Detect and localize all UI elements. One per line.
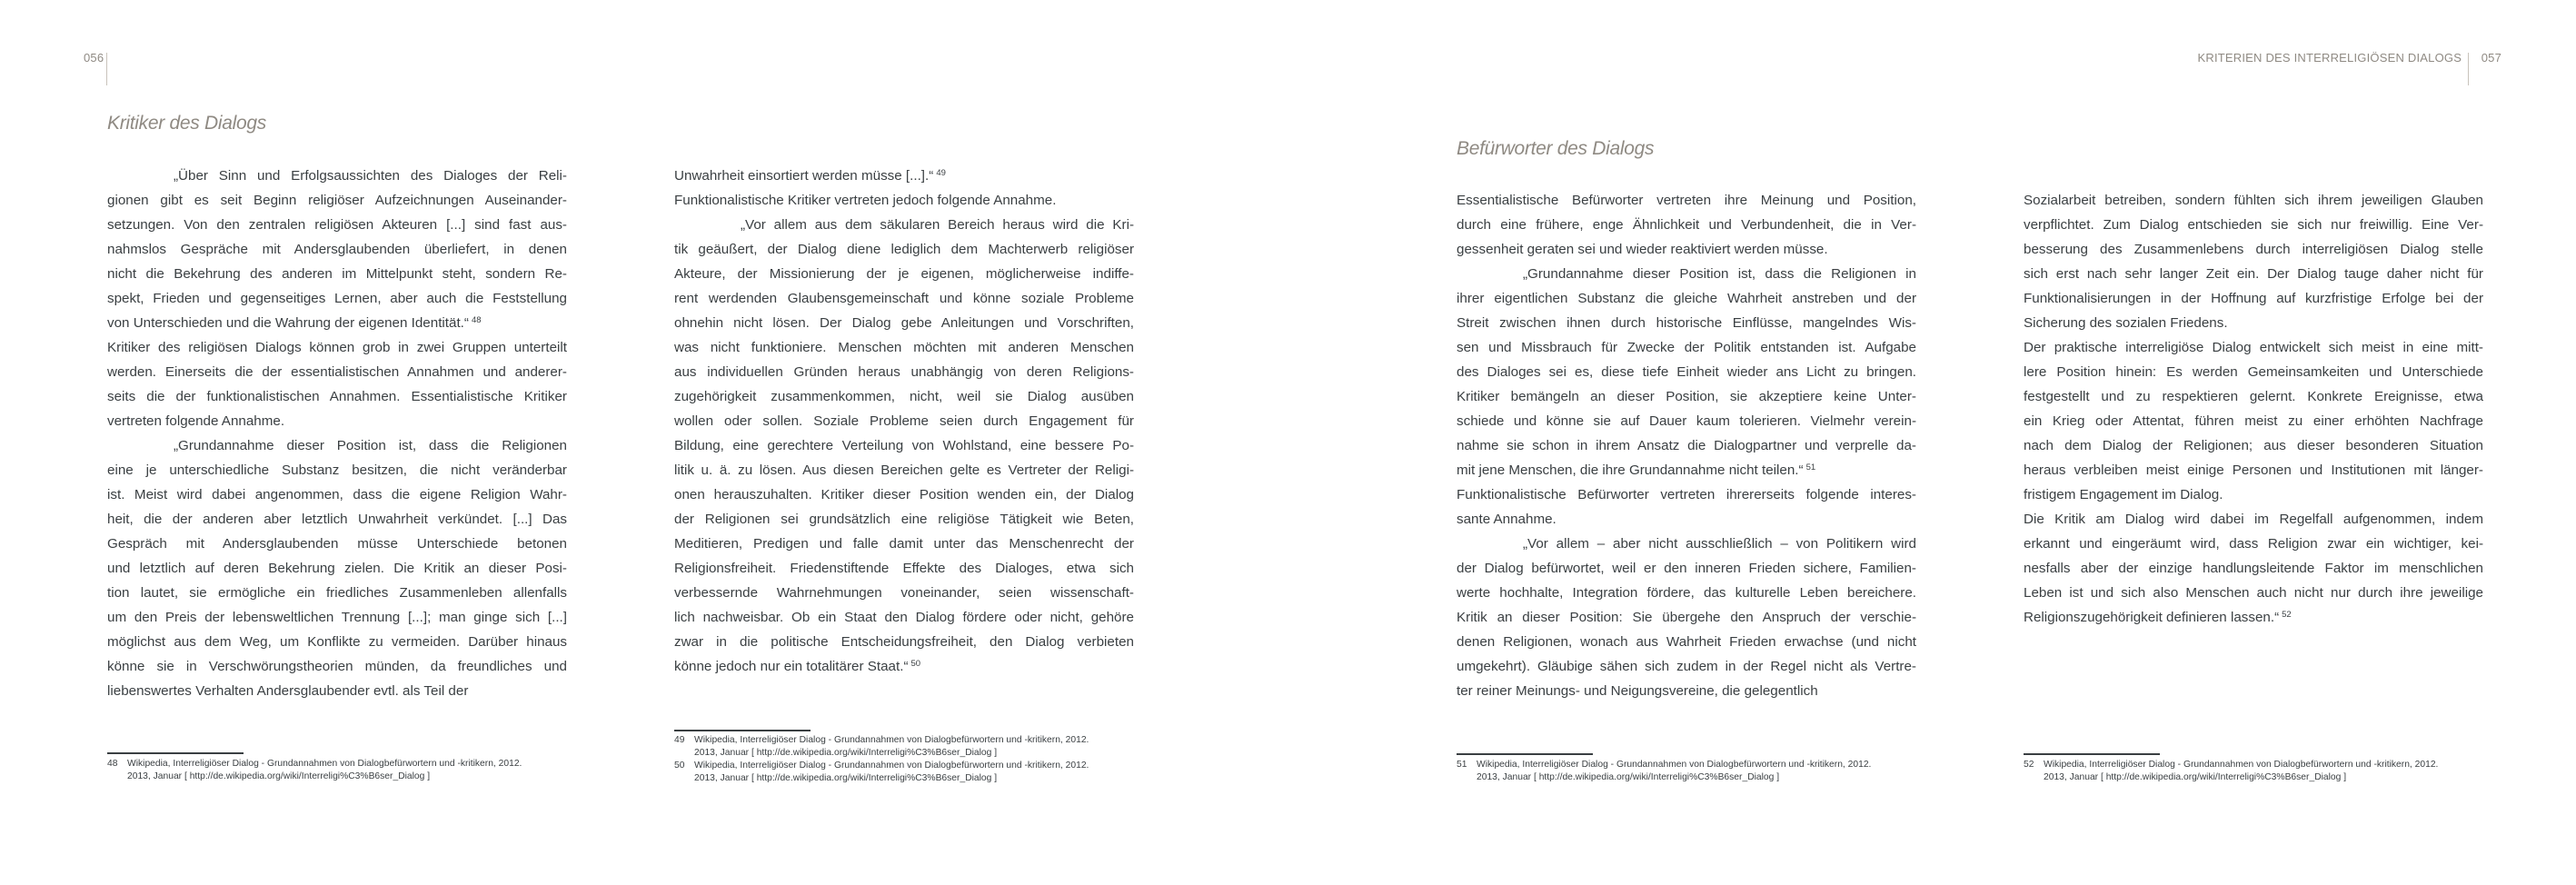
text-line — [674, 384, 1134, 409]
footnote-citation: Wikipedia, Interreligiöser Dialog - Grundannahmen von Dialogbefürwortern und -kritikern, 2012. — [2044, 760, 2439, 770]
text-line — [1457, 311, 1916, 335]
text-line — [2024, 433, 2483, 458]
text-line — [2024, 409, 2483, 433]
text-line-content: Bildung, eine gerechtere Verteilung von Wohlstand, eine bessere Po- — [674, 438, 1134, 453]
page-number-left: 056 — [84, 51, 104, 65]
text-line — [1457, 556, 1916, 581]
text-line — [1457, 237, 1916, 262]
text-line-content: tion lautet, sie ermögliche ein friedliches Zusammenleben allenfalls — [107, 585, 567, 601]
text-line — [1457, 605, 1916, 630]
footnote-url[interactable]: 2013, Januar [ http://de.wikipedia.org/wiki/Interreligi%C3%B6ser_Dialog ] — [694, 773, 998, 783]
text-line-content: liebenswertes Verhalten Andersglaubender evtl. als Teil der — [107, 683, 469, 699]
text-line-content: setzungen. Von den zentralen religiösen Akteuren [...] sind fast aus- — [107, 217, 567, 233]
text-line — [2024, 188, 2483, 213]
text-line-content: Gespräch mit Andersglaubenden müsse Unterschiede betonen — [107, 536, 567, 552]
text-line — [2024, 311, 2483, 335]
text-line-content: zwar in die politische Entscheidungsfreiheit, den Dialog verbieten — [674, 634, 1134, 650]
text-line-content: denen Religionen, wonach aus Wahrheit Frieden erwachse (und nicht — [1457, 634, 1916, 650]
text-line-content: sante Annahme. — [1457, 512, 1557, 527]
text-line — [1457, 213, 1916, 237]
text-line — [107, 654, 567, 679]
text-line-content: der Dialog befürwortet, weil er den inneren Frieden sichere, Familien- — [1457, 561, 1916, 576]
text-line — [674, 335, 1134, 360]
text-line-content: sen und Missbrauch für Zwecke der Politik entstanden ist. Aufgabe — [1457, 340, 1916, 355]
text-line-content: onen herauszuhalten. Kritiker dieser Position wenden ein, der Dialog — [674, 487, 1134, 502]
text-line-content: nahmslos Gespräche mit Andersglaubenden überliefert, in denen — [107, 242, 567, 257]
text-line-content: rent werdenden Glaubensgemeinschaft und könne soziale Probleme — [674, 291, 1134, 306]
text-line-content: besserung des Zusammenlebens durch interreligiösen Dialog stelle — [2024, 242, 2483, 257]
text-line-content: Meditieren, Predigen und falle damit unter das Menschenrecht der — [674, 536, 1134, 552]
text-line-content: was nicht funktioniere. Menschen möchten mit anderen Menschen — [674, 340, 1134, 355]
text-line-content: verbessernde Wahrnehmungen voneinander, seien wissenschaft- — [674, 585, 1134, 601]
text-line-content: lich nachweisbar. Ob ein Staat den Dialog fördere oder nicht, gehöre — [674, 610, 1134, 625]
text-line — [107, 335, 567, 360]
footnote-reference[interactable]: 49 — [936, 168, 946, 178]
text-column-3 — [1457, 188, 1916, 703]
section-heading-kritiker: Kritiker des Dialogs — [107, 113, 266, 134]
footnote-reference[interactable]: 51 — [1805, 462, 1816, 472]
text-line-content: Die Kritik am Dialog wird dabei im Regelfall aufgenommen, indem — [2024, 512, 2483, 527]
text-line-content: möglichst aus dem Weg, um Konflikte zu vermeiden. Darüber hinaus — [107, 634, 567, 650]
text-line — [107, 213, 567, 237]
text-line — [674, 237, 1134, 262]
footnotes-col4 — [2024, 759, 2438, 784]
text-line — [674, 433, 1134, 458]
text-line-content: „Grundannahme dieser Position ist, dass die Religionen — [174, 438, 567, 453]
footnote — [2024, 759, 2438, 784]
text-line — [674, 360, 1134, 384]
text-line — [1457, 384, 1916, 409]
text-line-content: Streit zwischen ihnen durch historische Einflüsse, mangelndes Wis- — [1457, 315, 1916, 331]
footnote — [107, 758, 522, 783]
text-line-content: nicht die Bekehrung des anderen im Mittelpunkt steht, sondern Re- — [107, 266, 567, 282]
footnote-url[interactable]: 2013, Januar [ http://de.wikipedia.org/wiki/Interreligi%C3%B6ser_Dialog ] — [2044, 772, 2347, 782]
text-line-content: Funktionalisierungen in der Hoffnung auf kurzfristige Erfolge bei der — [2024, 291, 2483, 306]
footnote-url[interactable]: 2013, Januar [ http://de.wikipedia.org/wiki/Interreligi%C3%B6ser_Dialog ] — [127, 771, 431, 781]
text-line-content: Kritiker des religiösen Dialogs können grob in zwei Gruppen unterteilt — [107, 340, 567, 355]
footnote-citation: Wikipedia, Interreligiöser Dialog - Grundannahmen von Dialogbefürwortern und -kritikern, 2012. — [694, 735, 1089, 745]
text-line-content: gionen gibt es seit Beginn religiöser Aufzeichnungen Auseinander- — [107, 193, 567, 208]
text-line-content: spekt, Frieden und gegenseitiges Lernen, aber auch die Feststellung — [107, 291, 567, 306]
text-line-content: könne jedoch nur ein totalitärer Staat.“ — [674, 659, 909, 674]
text-line — [2024, 213, 2483, 237]
text-line — [2024, 335, 2483, 360]
text-line-content: schiede und könne sie auf Dauer kaum tolerieren. Vielmehr verein- — [1457, 413, 1916, 429]
footnote-number: 52 — [2024, 760, 2034, 770]
text-line-content: nach dem Dialog der Religionen; aus dieser besonderen Situation — [2024, 438, 2483, 453]
text-line-content: Funktionalistische Befürworter vertreten ihrererseits folgende interes- — [1457, 487, 1916, 502]
text-line — [2024, 581, 2483, 605]
text-line-content: mit jene Menschen, die ihre Grundannahme nicht teilen.“ — [1457, 462, 1804, 478]
running-header — [2198, 51, 2502, 65]
text-line — [2024, 507, 2483, 532]
text-line — [674, 532, 1134, 556]
text-line-content: Sicherung des sozialen Friedens. — [2024, 315, 2228, 331]
text-line-content: von Unterschieden und die Wahrung der eigenen Identität.“ — [107, 315, 469, 331]
text-line-content: Unwahrheit einsortiert werden müsse [...].“ — [674, 168, 934, 184]
section-heading-befuerworter: Befürworter des Dialogs — [1457, 138, 1655, 159]
footnote — [674, 760, 1089, 785]
text-line-content: werden. Einerseits die der essentialistischen Annahmen und anderer- — [107, 364, 567, 380]
text-line — [107, 556, 567, 581]
text-line-content: gessenheit geraten sei und wieder reaktiviert werden müsse. — [1457, 242, 1828, 257]
text-line-content: festgestellt und zu respektieren gelernt. Konkrete Ereignisse, etwa — [2024, 389, 2483, 404]
text-line-content: litik u. ä. zu lösen. Aus diesen Bereichen gelte es Vertreter der Religi- — [674, 462, 1134, 478]
text-line-content: umgekehrt). Gläubige sähen sich zudem in der Regel nicht als Vertre- — [1457, 659, 1916, 674]
text-column-4 — [2024, 188, 2483, 630]
text-line — [674, 482, 1134, 507]
footnote-number: 48 — [107, 759, 118, 769]
text-line — [107, 409, 567, 433]
text-line — [674, 630, 1134, 654]
text-line — [2024, 532, 2483, 556]
text-line-content: tik geäußert, der Dialog diene lediglich dem Machterwerb religiöser — [674, 242, 1134, 257]
text-line-content: durch eine frühere, enge Ähnlichkeit und Verbundenheit, die in Ver- — [1457, 217, 1916, 233]
text-line-content: erkannt und eingeräumt wird, dass Religion zwar ein wichtiger, kei- — [2024, 536, 2483, 552]
text-line — [2024, 286, 2483, 311]
text-line — [107, 605, 567, 630]
text-line-content: nahme sie schon in ihrem Ansatz die Dialogpartner und verprelle da- — [1457, 438, 1916, 453]
text-line-content: ter reiner Meinungs- und Neigungsvereine, die gelegentlich — [1457, 683, 1818, 699]
text-line — [674, 507, 1134, 532]
text-line — [1457, 188, 1916, 213]
text-line — [674, 458, 1134, 482]
footnotes-col2 — [674, 734, 1089, 785]
text-line-content: verpflichtet. Zum Dialog entschieden sie sich nur freiwillig. Eine Ver- — [2024, 217, 2483, 233]
text-line — [1457, 360, 1916, 384]
footnote — [674, 734, 1089, 760]
text-line — [674, 213, 1134, 237]
text-line-content: ihrer eigentlichen Substanz die gleiche Wahrheit anstreben und der — [1457, 291, 1916, 306]
text-line — [107, 360, 567, 384]
text-line — [107, 507, 567, 532]
text-line-content: heraus verbleiben meist einige Personen und Institutionen mit länger- — [2024, 462, 2483, 478]
text-line — [2024, 384, 2483, 409]
footnote-rule-col3 — [1457, 753, 1593, 755]
text-line — [674, 188, 1134, 213]
text-line-content: Leben ist und sich also Menschen auch nicht nur durch ihre jeweilige — [2024, 585, 2483, 601]
text-line-content: „Vor allem aus dem säkularen Bereich heraus wird die Kri- — [741, 217, 1134, 233]
footnote-reference[interactable]: 48 — [471, 315, 482, 325]
text-line-content: Akteure, der Missionierung der je eigenen, möglicherweise indiffe- — [674, 266, 1134, 282]
text-line — [674, 286, 1134, 311]
text-line — [107, 581, 567, 605]
text-line-content: Sozialarbeit betreiben, sondern fühlten sich ihrem jeweiligen Glauben — [2024, 193, 2483, 208]
text-line-content: der Religionen sei grundsätzlich eine religiöse Tätigkeit wie Beten, — [674, 512, 1134, 527]
text-line — [1457, 581, 1916, 605]
text-line-content: ein Krieg oder Attentat, führen meist zu einer erhöhten Nachfrage — [2024, 413, 2483, 429]
text-line-content: seits die der funktionalistischen Annahmen. Essentialistische Kritiker — [107, 389, 567, 404]
text-line — [1457, 482, 1916, 507]
text-line-content: heit, die der anderen aber letztlich Unwahrheit verkündet. [...] Das — [107, 512, 567, 527]
text-line-content: um den Preis der lebensweltlichen Trennung [...]; man ginge sich [...] — [107, 610, 567, 625]
text-line — [1457, 532, 1916, 556]
text-line-content: könne sie in Verschwörungstheorien münden, da freundliches und — [107, 659, 567, 674]
text-line — [107, 433, 567, 458]
text-line-content: aus individuellen Gründen heraus unabhängig von deren Religions- — [674, 364, 1134, 380]
text-line — [107, 237, 567, 262]
footnote — [1457, 759, 1871, 784]
text-line-content: wollen oder sollen. Soziale Probleme seien durch Engagement für — [674, 413, 1134, 429]
text-line-content: ohnehin nicht lösen. Der Dialog gebe Anleitungen und Vorschriften, — [674, 315, 1134, 331]
text-line — [2024, 458, 2483, 482]
text-line — [2024, 237, 2483, 262]
text-line — [1457, 433, 1916, 458]
footnote-citation: Wikipedia, Interreligiöser Dialog - Grundannahmen von Dialogbefürwortern und -kritikern, 2012. — [694, 761, 1089, 771]
footnote-citation: Wikipedia, Interreligiöser Dialog - Grundannahmen von Dialogbefürwortern und -kritikern, 2012. — [127, 759, 522, 769]
text-line — [1457, 458, 1916, 482]
text-line — [674, 581, 1134, 605]
text-line — [674, 311, 1134, 335]
text-line — [674, 164, 1134, 188]
text-line — [1457, 507, 1916, 532]
text-line-content: vertreten folgende Annahme. — [107, 413, 285, 429]
footnote-number: 51 — [1457, 760, 1467, 770]
text-line-content: „Über Sinn und Erfolgsaussichten des Dialoges der Reli- — [174, 168, 567, 184]
text-line-content: lere Position hinein: Es werden Gemeinsamkeiten und Unterschiede — [2024, 364, 2483, 380]
text-line — [1457, 409, 1916, 433]
text-line-content: Religionszugehörigkeit definieren lassen.“ — [2024, 610, 2280, 625]
text-line — [674, 409, 1134, 433]
footnotes-col1 — [107, 758, 522, 783]
footnotes-col3 — [1457, 759, 1871, 784]
footnote-citation: Wikipedia, Interreligiöser Dialog - Grundannahmen von Dialogbefürwortern und -kritikern, 2012. — [1477, 760, 1872, 770]
footnote-rule-col4 — [2024, 753, 2160, 755]
text-line-content: „Grundannahme dieser Position ist, dass die Religionen in — [1523, 266, 1916, 282]
text-line-content: Essentialistische Befürworter vertreten ihre Meinung und Position, — [1457, 193, 1916, 208]
text-line-content: sich erst nach sehr langer Zeit ein. Der Dialog tauge daher nicht für — [2024, 266, 2483, 282]
running-header-title: KRITERIEN DES INTERRELIGIÖSEN DIALOGS — [2197, 51, 2462, 65]
text-line — [1457, 679, 1916, 703]
footnote-reference[interactable]: 52 — [2282, 610, 2292, 620]
footnote-number: 49 — [674, 735, 685, 745]
text-line — [1457, 286, 1916, 311]
text-line-content: Kritiker bemängeln an dieser Position, sie akzeptiere keine Unter- — [1457, 389, 1916, 404]
footnote-url[interactable]: 2013, Januar [ http://de.wikipedia.org/wiki/Interreligi%C3%B6ser_Dialog ] — [694, 748, 998, 758]
text-line-content: und letztlich auf deren Bekehrung zielen. Die Kritik an dieser Posi- — [107, 561, 567, 576]
text-column-1 — [107, 164, 567, 703]
footnote-reference[interactable]: 50 — [910, 659, 921, 669]
text-line — [2024, 605, 2483, 630]
text-line-content: Funktionalistische Kritiker vertreten jedoch folgende Annahme. — [674, 193, 1057, 208]
text-line — [674, 262, 1134, 286]
page-number-right: 057 — [2481, 51, 2501, 65]
text-line-content: nesfalls aber der einzige handlungsleitende Faktor im menschlichen — [2024, 561, 2483, 576]
footnote-rule-col1 — [107, 752, 244, 754]
text-line — [1457, 262, 1916, 286]
page-number-divider-left — [106, 53, 107, 85]
text-line-content: Der praktische interreligiöse Dialog entwickelt sich meist in eine mitt- — [2024, 340, 2483, 355]
text-line — [107, 188, 567, 213]
text-line — [674, 605, 1134, 630]
text-line-content: fristigem Engagement im Dialog. — [2024, 487, 2223, 502]
text-line — [674, 556, 1134, 581]
text-line — [107, 532, 567, 556]
text-line — [1457, 654, 1916, 679]
text-line-content: zugehörigkeit zusammenkommen, nicht, weil sie Dialog ausüben — [674, 389, 1134, 404]
text-line-content: werte hochhalte, Integration fördere, das kulturelle Leben bereichere. — [1457, 585, 1916, 601]
footnote-number: 50 — [674, 761, 685, 771]
text-line-content: eine je unterschiedliche Substanz besitzen, die nicht veränderbar — [107, 462, 567, 478]
text-line — [107, 311, 567, 335]
text-line — [674, 654, 1134, 679]
text-line — [107, 286, 567, 311]
text-line — [2024, 482, 2483, 507]
text-line — [2024, 556, 2483, 581]
text-line-content: ist. Meist wird dabei angenommen, dass die eigene Religion Wahr- — [107, 487, 567, 502]
text-line-content: des Dialoges sei es, diese tiefe Einheit wieder ans Licht zu bringen. — [1457, 364, 1916, 380]
text-column-2 — [674, 164, 1134, 679]
text-line — [107, 458, 567, 482]
text-line — [107, 482, 567, 507]
text-line — [1457, 335, 1916, 360]
footnote-rule-col2 — [674, 730, 811, 731]
text-line-content: Kritik an dieser Position: Sie übergehe den Anspruch der verschie- — [1457, 610, 1916, 625]
text-line — [107, 679, 567, 703]
text-line — [2024, 360, 2483, 384]
page-number-divider-right — [2468, 53, 2469, 85]
text-line — [1457, 630, 1916, 654]
text-line-content: „Vor allem – aber nicht ausschließlich – von Politikern wird — [1523, 536, 1916, 552]
text-line — [2024, 262, 2483, 286]
text-line — [107, 630, 567, 654]
text-line — [107, 164, 567, 188]
text-line — [107, 384, 567, 409]
footnote-url[interactable]: 2013, Januar [ http://de.wikipedia.org/wiki/Interreligi%C3%B6ser_Dialog ] — [1477, 772, 1780, 782]
text-line-content: Religionsfreiheit. Friedenstiftende Effekte des Dialoges, etwa sich — [674, 561, 1134, 576]
text-line — [107, 262, 567, 286]
